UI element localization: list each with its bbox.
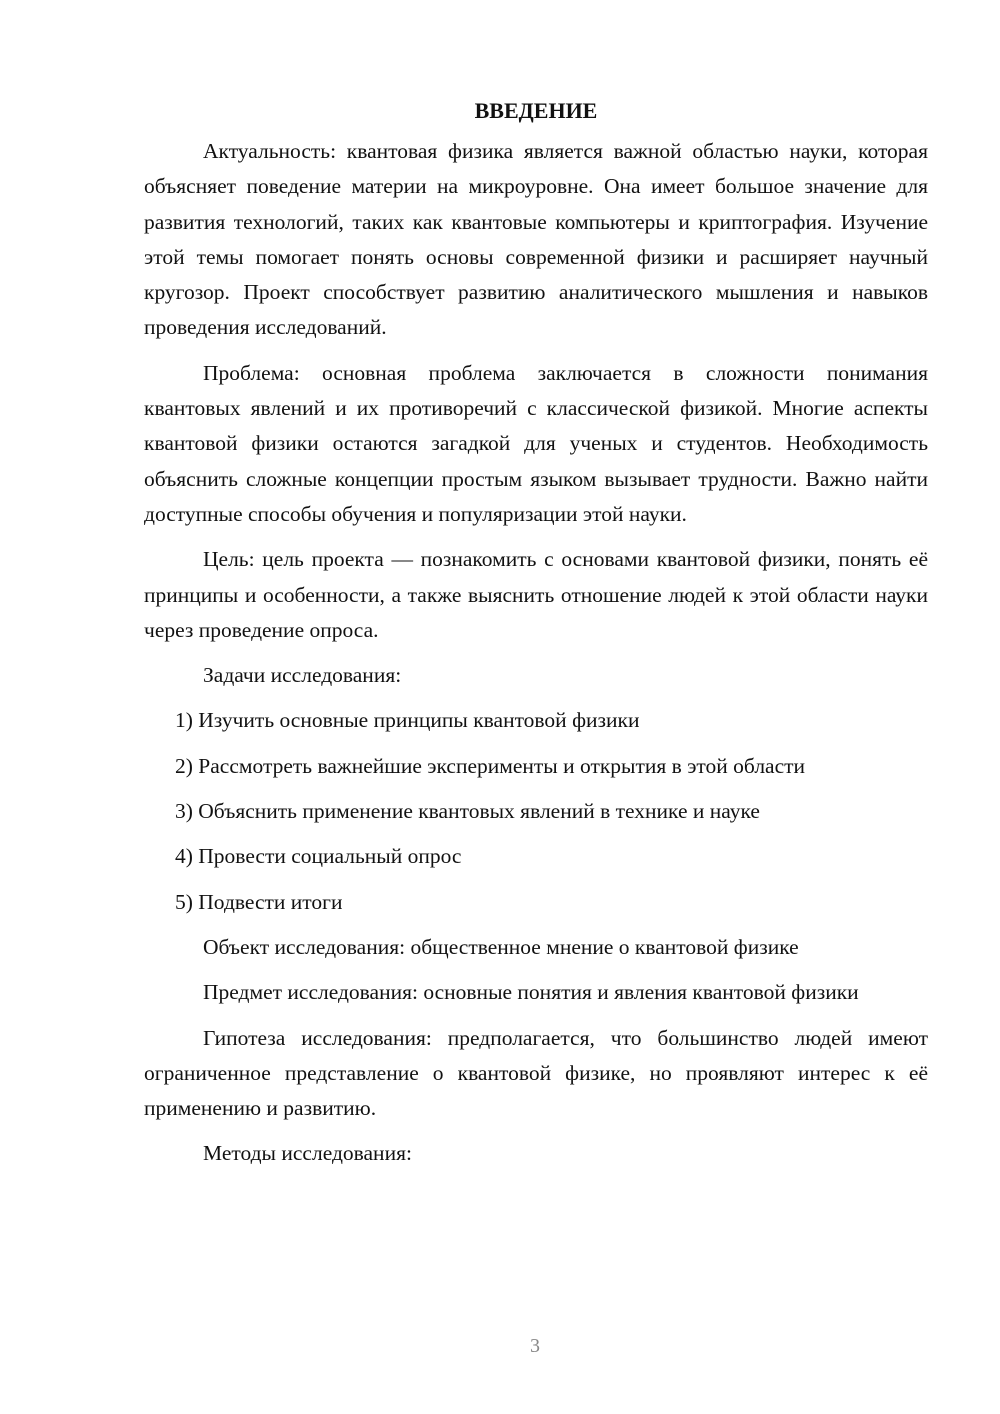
paragraph-relevance: Актуальность: квантовая физика является важной областью науки, которая объясняет поведение материи на микроуровне. Она имеет большое значение для развития технологий, таких как квантовые компьютеры и криптография. Изучение этой темы помогает понять основы современной физики и расширяет научный кругозор. Проект способствует развитию аналитического мышления и навыков проведения исследований. [144,139,928,340]
paragraph-problem: Проблема: основная проблема заключается в сложности понимания квантовых явлений и их противоречий с классической физикой. Многие аспекты квантовой физики остаются загадкой для ученых и студентов. Необходимость объяснить сложные концепции простым языком вызывает трудности. Важно найти доступные способы обучения и популяризации этой науки. [144,360,928,526]
task-item: 5) Подвести итоги [175,889,343,914]
paragraph-hypothesis: Гипотеза исследования: предполагается, что большинство людей имеют ограниченное представление о квантовой физике, но проявляют интерес к её применению и развитию. [144,1025,928,1121]
tasks-heading: Задачи исследования: [203,663,402,688]
methods-heading: Методы исследования: [203,1141,412,1166]
paragraph-subject: Предмет исследования: основные понятия и явления квантовой физики [203,980,859,1005]
task-item: 3) Объяснить применение квантовых явлений в технике и науке [175,799,760,824]
section-title: ВВЕДЕНИЕ [474,98,598,123]
task-item: 2) Рассмотреть важнейшие эксперименты и открытия в этой области [175,753,806,778]
task-item: 4) Провести социальный опрос [175,844,462,869]
paragraph-goal: Цель: цель проекта — познакомить с основами квантовой физики, понять её принципы и особенности, а также выяснить отношение людей к этой области науки через проведение опроса. [144,547,928,642]
page-content [144,96,928,1182]
task-item: 1) Изучить основные принципы квантовой физики [175,708,640,733]
page-number: 3 [530,1335,540,1357]
paragraph-object: Объект исследования: общественное мнение о квантовой физике [203,934,799,959]
